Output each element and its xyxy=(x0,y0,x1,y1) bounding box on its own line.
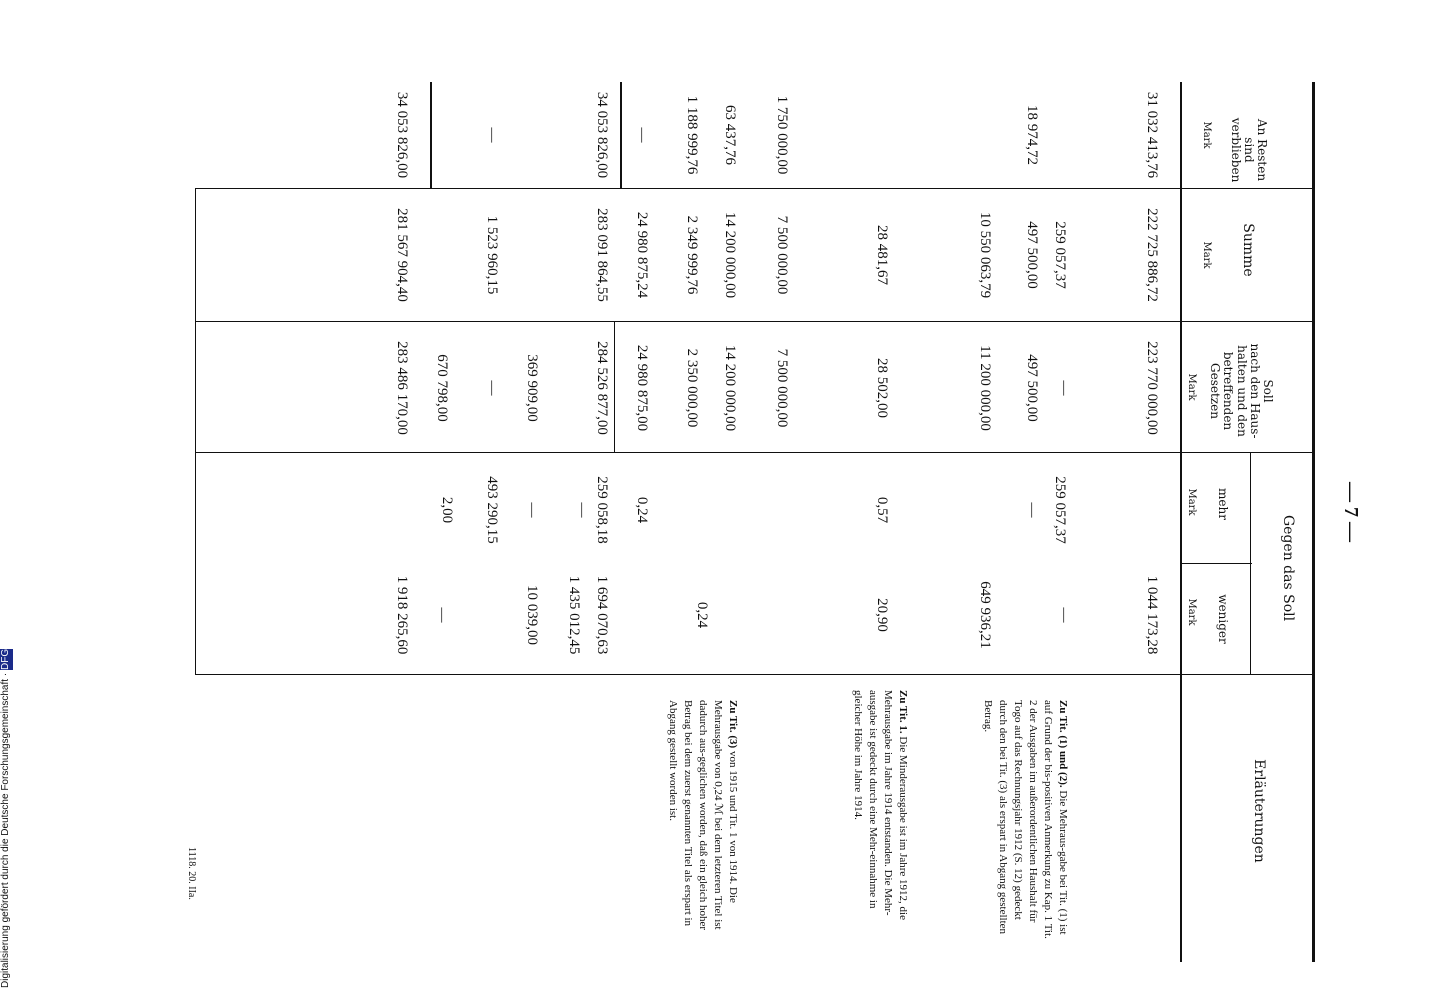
summe-cell: 7 500 000,00 xyxy=(774,215,790,295)
mehr-cell: 0,57 xyxy=(874,496,890,524)
weniger-cell: 1 435 012,45 xyxy=(566,575,582,655)
header-mehr: mehr xyxy=(1216,488,1230,520)
unit-mark: Mark xyxy=(1186,373,1197,401)
weniger-cell: 0,24 xyxy=(694,601,710,629)
summe-cell: 222 725 886,72 xyxy=(1144,208,1160,302)
gegen-header-rule xyxy=(1250,452,1251,674)
reste-cell: — xyxy=(484,127,500,143)
weniger-cell: — xyxy=(1056,607,1072,623)
mehr-cell: — xyxy=(1024,502,1040,518)
unit-mark: Mark xyxy=(1186,488,1197,516)
weniger-cell: 10 039,00 xyxy=(524,585,540,645)
soll-cell: — xyxy=(484,380,500,396)
soll-cell: 11 200 000,00 xyxy=(977,345,993,431)
soll-cell: 283 486 170,00 xyxy=(394,341,410,435)
dfg-logo: DFG xyxy=(0,648,11,671)
weniger-cell: — xyxy=(434,607,450,623)
summe-cell: 283 091 864,55 xyxy=(594,208,610,302)
sum-rule-reste xyxy=(430,82,432,189)
mehr-cell: 0,24 xyxy=(634,496,650,524)
sum-rule-reste-2 xyxy=(620,82,622,189)
summe-cell: 281 567 904,40 xyxy=(394,208,410,302)
reste-cell: — xyxy=(634,127,650,143)
reste-cell: 34 053 826,00 xyxy=(394,91,410,179)
header-soll: Soll nach den Haus- halten und den betreffenden Gesetzen xyxy=(1208,343,1275,439)
soll-cell: 670 798,00 xyxy=(434,354,450,422)
weniger-cell: 1 918 265,60 xyxy=(394,575,410,655)
header-weniger: weniger xyxy=(1216,594,1230,644)
header-erlaeuterungen: Erläuterungen xyxy=(1251,759,1267,863)
summe-cell: 24 980 875,24 xyxy=(634,211,650,299)
soll-cell: 14 200 000,00 xyxy=(722,344,738,432)
mehr-cell: 259 058,18 xyxy=(594,476,610,544)
weniger-cell: 1 694 070,63 xyxy=(594,575,610,655)
summe-cell: 259 057,37 xyxy=(1052,221,1068,289)
reste-cell: 1 188 999,76 xyxy=(684,95,700,175)
unit-mark: Mark xyxy=(1201,241,1212,269)
mehr-cell: 2,00 xyxy=(439,496,455,524)
mehr-cell: 493 290,15 xyxy=(484,476,500,544)
soll-cell: 7 500 000,00 xyxy=(774,348,790,428)
side-credit: Digitalisierung gefördert durch die Deutsche Forschungsgemeinschaft · DFG xyxy=(0,648,11,988)
reste-cell: 31 032 413,76 xyxy=(1144,91,1160,179)
summe-cell: 28 481,67 xyxy=(874,225,890,285)
summe-cell: 10 550 063,79 xyxy=(977,211,993,299)
weniger-cell: 20,90 xyxy=(874,598,890,632)
column-rule-soll xyxy=(195,321,1313,322)
reste-cell: 34 053 826,00 xyxy=(594,91,610,179)
soll-cell: 369 909,00 xyxy=(524,354,540,422)
summe-cell: 1 523 960,15 xyxy=(484,215,500,295)
summe-cell: 14 200 000,00 xyxy=(722,211,738,299)
reste-cell: 63 437,76 xyxy=(722,105,738,165)
note-2: Zu Tit. 1. Die Minderausgabe ist im Jahre 1912, die Mehrausgabe im Jahre 1914 entstanden. Die Mehr-ausgabe ist gedeckt durch eine Mehr-einnahme in gleicher Höhe im Jahre 1914. xyxy=(852,690,909,920)
table-header-rule xyxy=(1180,82,1182,962)
reste-cell: 18 974,72 xyxy=(1024,105,1040,165)
header-reste: An Resten sind verblieben xyxy=(1228,117,1269,183)
soll-cell: 28 502,00 xyxy=(874,358,890,418)
table-top-border xyxy=(1312,82,1315,962)
column-rule-mehr-weniger xyxy=(1182,563,1252,564)
weniger-cell: 649 936,21 xyxy=(977,581,993,649)
summe-cell: 497 500,00 xyxy=(1024,221,1040,289)
mehr-cell: 259 057,37 xyxy=(1052,476,1068,544)
note-1: Zu Tit. (1) und (2). Die Mehraus-gabe bei Tit. (1) ist auf Grund der bis-positiven Anmerkung zu Kap. 1 Tit. 2 der Ausgaben im außerordentlichen Haushalt für Togo auf das Rechnungsjahr 1912 (S. 12) gedeckt durch den bei Tit. (3) als erspart in Abgang gestellten Betrag. xyxy=(982,700,1069,939)
soll-cell: 2 350 000,00 xyxy=(684,348,700,428)
summe-cell: 2 349 999,76 xyxy=(684,215,700,295)
unit-mark: Mark xyxy=(1186,598,1197,626)
soll-cell: 223 770 000,00 xyxy=(1144,341,1160,435)
soll-cell: — xyxy=(1056,380,1072,396)
note-3: Zu Tit. (3) von 1915 und Tit. 1 von 1914. Die Mehrausgabe von 0,24 ℳ bei dem letzteren Titel ist dadurch aus-geglichen worden, daß ein gleich hoher Betrag bei dem zuerst genannten Titel als erspart in Abgang gestellt worden ist. xyxy=(667,700,739,930)
table-bottom-border xyxy=(195,188,196,675)
soll-cell: 497 500,00 xyxy=(1024,354,1040,422)
footer-mark: 1118. 20. IIa. xyxy=(186,847,197,900)
mehr-cell: — xyxy=(524,502,540,518)
mehr-cell: — xyxy=(574,502,590,518)
reste-cell: 1 750 000,00 xyxy=(774,95,790,175)
header-gegen: Gegen das Soll xyxy=(1280,515,1296,622)
header-summe: Summe xyxy=(1240,223,1256,277)
weniger-cell: 1 044 173,28 xyxy=(1144,575,1160,655)
sum-rule-soll xyxy=(614,322,615,452)
page-number: — 7 — xyxy=(1340,482,1362,542)
soll-cell: 24 980 875,00 xyxy=(634,344,650,432)
unit-mark: Mark xyxy=(1201,121,1212,149)
soll-cell: 284 526 877,00 xyxy=(594,341,610,435)
